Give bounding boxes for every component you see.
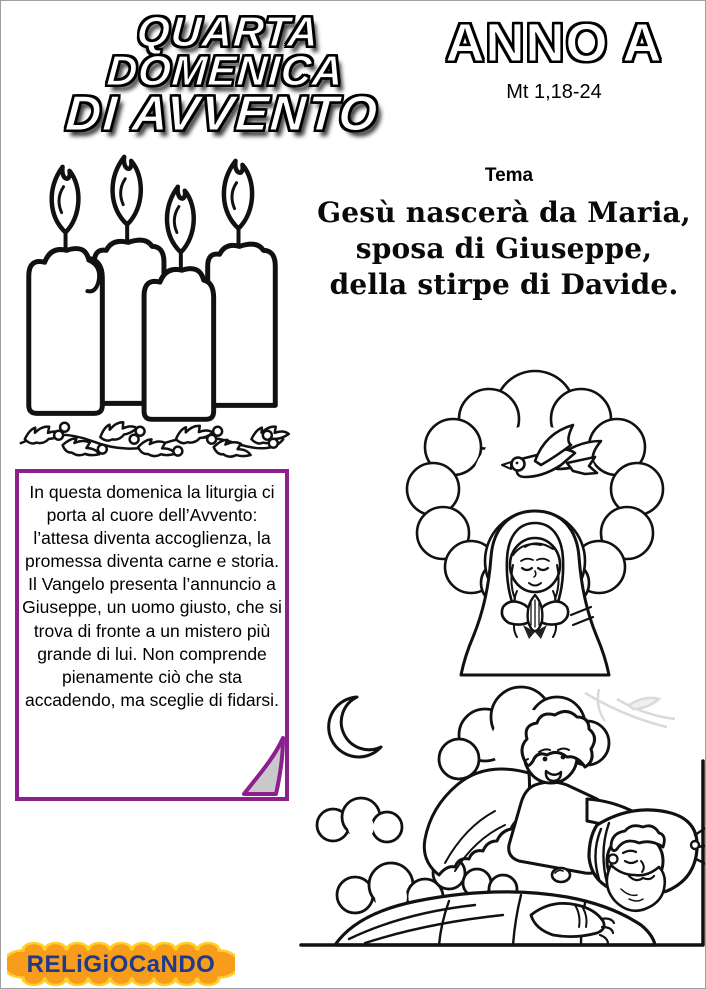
candle-1 xyxy=(29,249,103,414)
theme-line-3: della stirpe di Davide. xyxy=(329,267,679,301)
candle-4 xyxy=(208,244,276,405)
theme-line-2: sposa di Giuseppe, xyxy=(355,231,653,265)
intro-text-box xyxy=(15,469,289,801)
angel-joseph-illustration xyxy=(299,677,706,953)
year-block xyxy=(444,15,664,104)
theme-line-1: Gesù nascerà da Maria, xyxy=(317,196,691,229)
mary-praying-dove-illustration xyxy=(384,369,686,677)
logo-text: RELiGiOCaNDO xyxy=(26,950,216,978)
theme-text xyxy=(301,195,706,302)
religiocando-logo xyxy=(7,941,235,987)
crescent-moon-icon xyxy=(329,697,381,757)
flame-icons xyxy=(52,157,252,252)
page-title-line-1: QUARTA DOMENICA xyxy=(105,8,346,94)
year-label: ANNO A xyxy=(445,13,663,73)
page-title xyxy=(7,8,444,142)
page-curl-icon xyxy=(240,736,286,798)
faint-lily-sketch xyxy=(585,689,675,727)
advent-candles-illustration xyxy=(16,141,296,471)
theme-heading: Tema xyxy=(484,165,534,186)
page-title-line-2: DI AVVENTO xyxy=(63,87,381,142)
gospel-reference: Mt 1,18-24 xyxy=(506,80,602,103)
holly-garland xyxy=(21,418,290,461)
candle-3 xyxy=(144,269,214,420)
intro-text: In questa domenica la liturgia ci porta al cuore dell’Avvento: l’attesa diventa accoglienza, la promessa diventa carne e storia. Il Vangelo presenta l’annuncio a Giuseppe, un uomo giusto, che si trova di fronte a un mistero più grande di lui. Non comprende pienamente ciò che sta accadendo, ma sceglie di fidarsi. xyxy=(22,482,282,710)
